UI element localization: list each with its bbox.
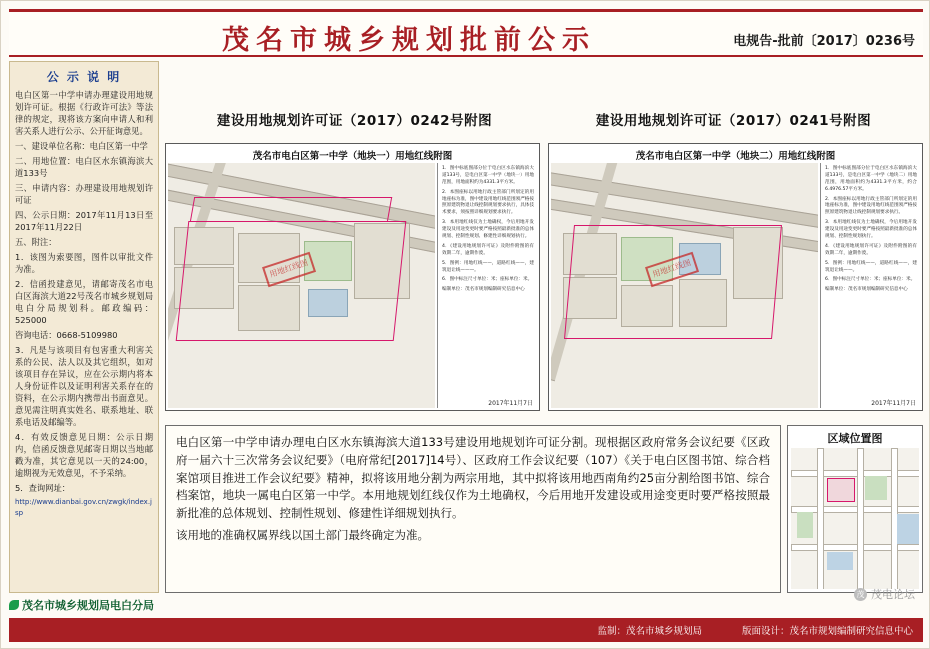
explanatory-paragraph: 该用地的准确权属界线以国土部门最终确定为准。	[176, 528, 429, 543]
plan-box-title: 茂名市电白区第一中学（地块一）用地红线附图	[252, 151, 453, 162]
notice-paragraph: 五、附注：	[15, 237, 57, 248]
watermark-icon: 茂	[854, 588, 867, 601]
notice-paragraph: 咨询电话：0668-5109980	[15, 330, 118, 341]
plan-stamp: 用地红线图	[262, 252, 316, 287]
legend-item: 6．图中标注尺寸单位：米；座标单位：米。	[825, 277, 916, 283]
plan-box-parcel-two	[548, 143, 923, 411]
plan-box-title: 茂名市电白区第一中学（地块二）用地红线附图	[635, 151, 836, 162]
poster-header	[9, 9, 923, 57]
legend-item: 编制单位：茂名市规划编制研究信息中心	[825, 287, 908, 293]
page-title: 茂名市城乡规划批前公示	[222, 25, 596, 56]
plan-box-parcel-one	[165, 143, 540, 411]
plan-drawing	[168, 163, 435, 408]
plan-legend	[820, 163, 920, 408]
plan-date: 2017年11月7日	[488, 400, 533, 407]
notice-panel	[9, 61, 159, 593]
locator-map	[787, 425, 923, 593]
footer-design	[742, 623, 913, 637]
legend-item: 6．图中标注尺寸单位：米；座标单位：米。	[442, 277, 533, 283]
notice-paragraph: 电白区第一中学申请办理建设用地规划许可证。根据《行政许可法》等法律的规定，现将该方案向申请人和利害关系人进行公示、公开征询意见。	[15, 90, 153, 137]
legend-item: 编制单位：茂名市规划编制研究信息中心	[442, 287, 525, 293]
notice-paragraph: 2．信函投建意见，请邮寄茂名市电白区海滨大道22号茂名市城乡规划局电白分局规划科。邮政编码：525000	[15, 279, 153, 326]
notice-paragraph: 二、用地位置：电白区水东镇海滨大道133号	[15, 156, 153, 179]
plan-heading-right: 建设用地规划许可证（2017）0241号附图	[595, 113, 872, 129]
footer-supervision-value: 茂名市城乡规划局	[625, 626, 702, 637]
notice-paragraph: 3．凡是与该项目有包害重大利害关系的公民、法人以及其它组织，如对该项目存在异议，应在公示期内将本人身份证件以及证明利害关系存在的资料，在公示期内携带出书面意见。意见需注明真实姓名、联系地址、联系电话及邮编等。	[15, 345, 153, 428]
plan-date: 2017年11月7日	[871, 400, 916, 407]
legend-item: 3．本用地红线仅为土地确权，今后用地开发建设及用途变更时要严格按照最新批准的总体规划、控制性规划执行。	[825, 220, 917, 240]
locator-map-drawing	[791, 448, 919, 589]
legend-item: 4．《建设用地规划许可证》及附件附图的有效期二年，逾期作废。	[442, 243, 534, 256]
poster-footer	[9, 618, 923, 642]
plan-heading-left: 建设用地规划许可证（2017）0242号附图	[216, 113, 493, 129]
legend-item: 1．图中标底图部分位于电白区水东镇海滨大道133号，是电白区第一中学（地块一）用地范围，用地面积约为4331.3平方米。	[442, 166, 534, 185]
plan-stamp: 用地红线图	[645, 252, 699, 287]
explanatory-text	[165, 425, 781, 593]
legend-item: 2．本图座标以用地行政主管部门所划定的用地座标为准，图中建设用地红线范围须严格按照原建筑物退让线控制规划要求执行，具体技术要求，须按照详细规划要求执行。	[442, 189, 534, 216]
footer-supervision	[597, 623, 702, 637]
explanatory-paragraph: 电白区第一中学申请办理电白区水东镇海滨大道133号建设用地规划许可证分割。现根据区政府常务会议纪要《区政府一届六十三次常务会议纪要》（电府常纪[2017]14号）、区政府工作会议纪要（107）《关于电白区图书馆、综合档案馆项目推进工作会议纪要》精神，拟将该用地分割为两宗用地，其中拟将该用地西南角约25亩分割给图书馆、综合档案馆，地块一属电白区第一中学。本用地规划红线仅作为土地确权，今后用地开发建设或用途变更时要严格按照最新批准的总体规划、控制性规划、修建性详细规划执行。	[176, 435, 770, 521]
notice-paragraph: 1．该图为索要图，图件以审批文件为准。	[15, 252, 153, 275]
footer-supervision-label: 监制：	[597, 626, 626, 637]
footer-design-label: 版面设计：	[741, 626, 790, 637]
watermark-text: 茂电论坛	[871, 588, 915, 601]
issuing-bureau-label: 茂名市城乡规划局电白分局	[22, 599, 154, 612]
notice-paragraph: 三、申请内容：办理建设用地规划许可证	[15, 183, 153, 206]
legend-item: 2．本图座标以用地行政主管部门所划定的用地座标为准，图中建设用地红线范围须严格按照原建筑物退让线控制规划要求执行。	[825, 196, 917, 216]
legend-item: 5．图例：用地红线——，道路红线——，建筑退让线——。	[825, 260, 917, 273]
issuing-bureau	[9, 597, 309, 613]
footer-design-value: 茂名市规划编制研究信息中心	[789, 626, 913, 637]
notice-paragraph: 四、公示日期：2017年11月13日至2017年11月22日	[15, 210, 153, 233]
plan-drawing	[551, 163, 818, 408]
legend-item: 5．图例：用地红线——，道路红线——，建筑退让线———。	[442, 260, 534, 273]
document-code: 电规告-批前〔2017〕0236号	[733, 34, 915, 49]
legend-item: 1．图中标底图部分位于电白区水东镇海滨大道133号，是电白区第一中学（地块二）用地范围，用地面积约为4331.3平方米，约合6.4976.57平方米。	[825, 166, 917, 192]
plan-legend	[437, 163, 537, 408]
legend-item: 3．本用地红线仅为土地确权，今后用地开发建设及用途变更时要严格按照最新批准的总体规划、控制性规划、修建性详细规划执行。	[442, 220, 534, 240]
notice-paragraph: 5．查询网址：	[15, 483, 71, 494]
notice-website-link[interactable]: http://www.dianbai.gov.cn/zwgk/index.jsp	[15, 498, 152, 517]
plan-section	[165, 109, 923, 419]
locator-map-title: 区域位置图	[827, 432, 883, 445]
notice-title: 公 示 说 明	[46, 70, 122, 84]
notice-paragraph: 一、建设单位名称：电白区第一中学	[15, 141, 148, 152]
leaf-icon	[9, 600, 19, 610]
watermark	[854, 586, 915, 602]
legend-item: 4．《建设用地规划许可证》及附件附图的有效期二年，逾期作废。	[825, 243, 917, 256]
notice-paragraph: 4．有效反馈意见日期：公示日期内，信函反馈意见邮寄日期以当地邮戳为准，其它意见以一天的24:00，逾期视为无效意见，不予采纳。	[15, 432, 153, 479]
